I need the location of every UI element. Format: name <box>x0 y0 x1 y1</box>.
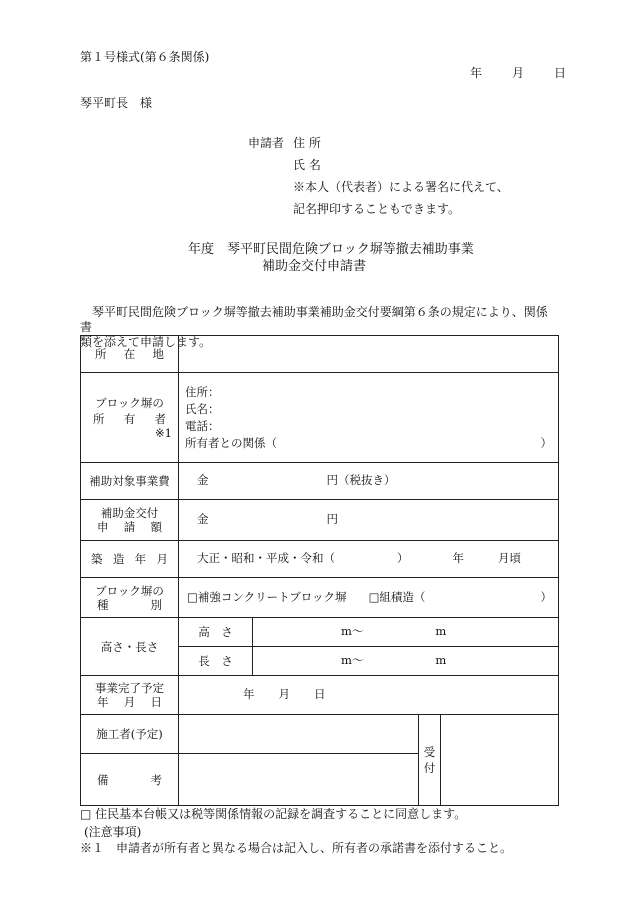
height-label: 高 さ <box>179 618 253 647</box>
recipient: 琴平町長 様 <box>80 96 153 110</box>
type-label: ブロック塀の 種 別 <box>81 578 179 618</box>
receipt-stamp-area <box>441 715 559 806</box>
table-row <box>81 336 559 373</box>
note-1: ※１ 申請者が所有者と異なる場合は記入し、所有者の承諾書を添付すること。 <box>80 841 513 855</box>
table-row <box>81 500 559 541</box>
application-date <box>470 67 566 79</box>
built-label: 築 造 年 月 <box>81 541 179 578</box>
remarks-label: 備 考 <box>81 754 179 806</box>
date-month: 月 <box>512 66 525 80</box>
cost-field[interactable]: 金 円（税抜き） <box>179 463 559 500</box>
owner-relation-row: 所有者との関係（ ） <box>185 435 552 450</box>
applicant-address-row <box>248 132 509 154</box>
page-title: 年度 琴平町民間危険ブロック塀等撤去補助事業 <box>188 242 474 257</box>
owner-name-label: 氏名： <box>185 401 220 416</box>
completion-label: 事業完了予定 年 月 日 <box>81 676 179 715</box>
location-label: 所 在 地 <box>81 336 179 373</box>
owner-field[interactable] <box>179 373 559 463</box>
table-row <box>81 541 559 578</box>
type-option-masonry[interactable]: □組積造（ <box>368 589 426 604</box>
length-label: 長 さ <box>179 647 253 676</box>
cost-label: 補助対象事業費 <box>81 463 179 500</box>
date-year: 年 <box>470 66 483 80</box>
height-field[interactable]: m〜 m <box>253 618 559 647</box>
application-form-table <box>80 335 559 806</box>
grant-label: 補助金交付 申 請 額 <box>81 500 179 541</box>
size-label: 高さ・長さ <box>81 618 179 676</box>
table-row <box>81 715 559 754</box>
owner-label: ブロック塀の 所 有 者 ※1 <box>81 373 179 463</box>
receipt-label: 受 付 <box>419 715 441 806</box>
applicant-block <box>248 132 509 220</box>
length-field[interactable]: m〜 m <box>253 647 559 676</box>
grant-field[interactable]: 金 円 <box>179 500 559 541</box>
table-row <box>81 373 559 463</box>
location-field[interactable] <box>179 336 559 373</box>
owner-note-mark: ※1 <box>155 425 172 440</box>
applicant-name-label: 氏 名 <box>293 158 321 172</box>
table-row <box>81 676 559 715</box>
owner-address-label: 住所： <box>185 384 220 399</box>
contractor-label: 施工者(予定) <box>81 715 179 754</box>
completion-field[interactable]: 年 月 日 <box>179 676 559 715</box>
applicant-note-2: 記名押印することもできます。 <box>293 202 461 216</box>
built-field[interactable]: 大正・昭和・平成・令和（ ） 年 月頃 <box>179 541 559 578</box>
applicant-name-row <box>248 154 509 176</box>
table-row <box>81 618 559 647</box>
intro-line-2: 類を添えて申請します。 <box>80 335 212 349</box>
notes-heading: (注意事項) <box>84 825 142 839</box>
form-number: 第１号様式(第６条関係) <box>80 50 210 64</box>
page-subtitle: 補助金交付申請書 <box>262 259 367 274</box>
applicant-address-label: 住 所 <box>293 136 321 150</box>
table-row <box>81 578 559 618</box>
type-field: □補強コンクリートブロック塀 □組積造（ ） <box>179 578 559 618</box>
date-day: 日 <box>554 66 567 80</box>
consent-checkbox[interactable]: □ 住民基本台帳又は税等関係情報の記録を調査することに同意します。 <box>80 807 467 821</box>
intro-line-1: 琴平町民間危険ブロック塀等撤去補助事業補助金交付要綱第６条の規定により、関係書 <box>80 305 548 334</box>
applicant-note-1: ※本人（代表者）による署名に代えて、 <box>293 180 509 194</box>
remarks-field[interactable] <box>179 754 419 806</box>
table-row <box>81 463 559 500</box>
type-option-reinforced[interactable]: □補強コンクリートブロック塀 <box>187 589 347 604</box>
applicant-label: 申請者 <box>248 136 285 150</box>
contractor-field[interactable] <box>179 715 419 754</box>
owner-phone-label: 電話： <box>185 418 220 433</box>
